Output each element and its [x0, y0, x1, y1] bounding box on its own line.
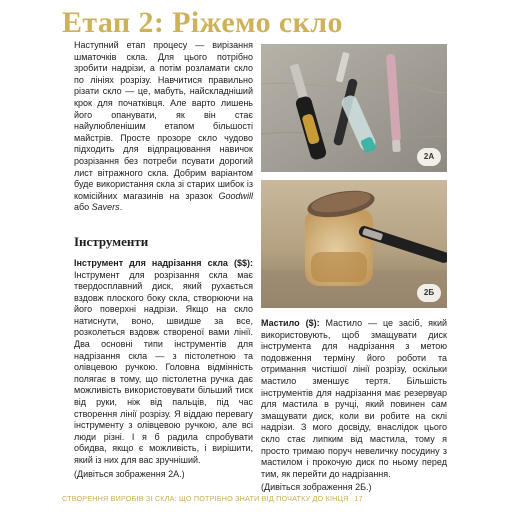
photo-2a: [261, 44, 447, 172]
tool1-see-reference: (Дивіться зображення 2A.): [74, 468, 185, 479]
footer-text: СТВОРЕННЯ ВИРОБІВ ЗІ СКЛА: ЩО ПОТРІБНО ЗНАТИ ВІД ПОЧАТКУ ДО КІНЦЯ: [62, 494, 349, 503]
tool1-text: Інструмент для розрізання скла має твердосплавний диск, який рухається вздовж плоского боку скла, створюючи на його поверхні надрізи. Якщо на скло натиснути, воно, швидше за все, розколеться вздовж створеної вами лінії. Два основні типи інструментів для надрізання скла — з пістолетною та олівцевою ручкою. Головна відмінність полягає в тому, що пістолетна ручка дає можливість використовувати більший тиск від руки, ніж від пальців, під час створення лінії розрізу. Я віддаю перевагу інструменту з олівцевою ручкою, але всі люди різні. І я б радила спробувати обидва, якщо є можливість, і вирішити, який із них для вас зручніший.: [74, 269, 253, 465]
tools-heading: Інструменти: [74, 233, 149, 249]
tool2-see-reference: (Дивіться зображення 2Б.): [261, 482, 372, 493]
intro-text: Наступний етап процесу — вирізання шматочків скла. Для цього потрібно зробити надрізи, а потім розламати скло по лініях розрізу. Навчитися правильно різати скло — це, мабуть, найскладніший крок для початківця. Але варто лишень його опанувати, як він стає найулюбленішим етапом більшості майстрів. Просте прозоре скло чудово підходить для відпрацювання навичок розрізання без потреби псувати дорогий лист вітражного скла. Добрим варіантом буде використання скла зі старих шибок із комісійних магазинів на зразок: [74, 40, 253, 201]
tool2-name: Мастило ($):: [261, 318, 320, 328]
tool2-text: Мастило — це засіб, який використовують, щоб змащувати диск інструмента для надрізання з метою подовження терміну його роботи та отримання чистішої лінії розрізу, оскільки мастило зменшує тертя. Більшість інструментів для надрізання має резервуар для мастила в ручці, який повинен сам змащувати диск, коли ви робите на склі надрізи. З мого досвіду, внаслідок цього скло стає липким від мастила, тому я просто тримаю поруч невеличку посудину з мастилом і прокочую диск по ньому перед тим, як перейти до надрізання.: [261, 318, 447, 479]
tool2-paragraph: [261, 318, 447, 480]
brand-goodwill: Goodwill: [218, 190, 253, 201]
page-title: Етап 2: Ріжемо скло: [62, 6, 343, 39]
page-footer: [62, 494, 462, 503]
left-column: [74, 40, 253, 480]
page-number: 17: [354, 494, 363, 503]
intro-conj: або: [74, 202, 92, 213]
tool1-name: Інструмент для надрізання скла ($$):: [74, 257, 253, 268]
brand-savers: Savers: [91, 202, 120, 213]
intro-paragraph: [74, 40, 253, 214]
right-column: [261, 318, 447, 494]
photo-2b: [261, 180, 447, 308]
intro-end: .: [119, 202, 123, 213]
image-label-2b: 2Б: [417, 284, 441, 302]
tool1-paragraph: [74, 258, 253, 467]
image-label-2a: 2A: [417, 148, 441, 166]
